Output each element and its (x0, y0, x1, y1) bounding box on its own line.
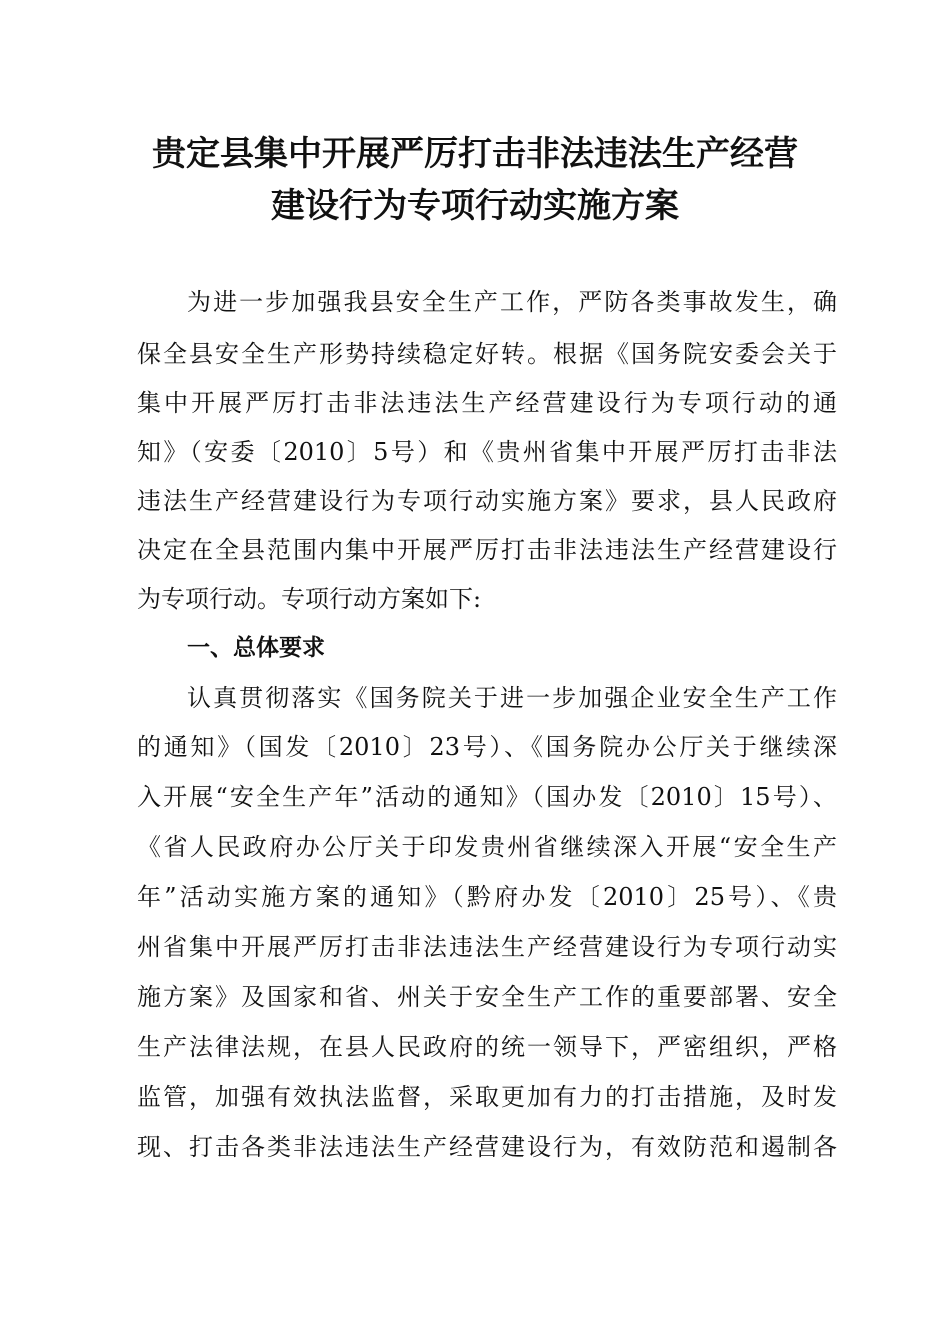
intro-paragraph-line-2: 保全县安全生产形势持续稳定好转。根据《国务院安委会关于 (137, 340, 837, 368)
section-1-paragraph-line-3: 入开展“安全生产年”活动的通知》（国办发〔2010〕15号）、 (137, 783, 837, 811)
intro-paragraph-line-1: 为进一步加强我县安全生产工作，严防各类事故发生，确 (187, 288, 837, 316)
document-title-line-1: 贵定县集中开展严厉打击非法违法生产经营 (152, 134, 798, 174)
intro-paragraph-line-5: 违法生产经营建设行为专项行动实施方案》要求，县人民政府 (137, 487, 837, 515)
intro-paragraph-line-6: 决定在全县范围内集中开展严厉打击非法违法生产经营建设行 (137, 536, 837, 564)
section-1-paragraph-line-5: 年”活动实施方案的通知》（黔府办发〔2010〕25号）、《贵 (137, 883, 837, 911)
section-1-paragraph-line-2: 的通知》（国发〔2010〕23号）、《国务院办公厅关于继续深 (137, 733, 837, 761)
intro-paragraph-line-3: 集中开展严厉打击非法违法生产经营建设行为专项行动的通 (137, 389, 837, 417)
intro-paragraph-line-4: 知》（安委〔2010〕5号）和《贵州省集中开展严厉打击非法 (137, 438, 837, 466)
section-1-paragraph-line-4: 《省人民政府办公厅关于印发贵州省继续深入开展“安全生产 (137, 833, 837, 861)
section-heading-overall-requirements: 一、总体要求 (187, 635, 325, 661)
section-1-paragraph-line-7: 施方案》及国家和省、州关于安全生产工作的重要部署、安全 (137, 983, 837, 1011)
intro-paragraph-line-7: 为专项行动。专项行动方案如下: (137, 585, 482, 613)
section-1-paragraph-line-9: 监管，加强有效执法监督，采取更加有力的打击措施，及时发 (137, 1083, 837, 1111)
section-1-paragraph-line-6: 州省集中开展严厉打击非法违法生产经营建设行为专项行动实 (137, 933, 837, 961)
section-1-paragraph-line-1: 认真贯彻落实《国务院关于进一步加强企业安全生产工作 (187, 684, 837, 712)
section-1-paragraph-line-8: 生产法律法规，在县人民政府的统一领导下，严密组织，严格 (137, 1033, 837, 1061)
document-title-line-2: 建设行为专项行动实施方案 (271, 186, 679, 226)
section-1-paragraph-line-10: 现、打击各类非法违法生产经营建设行为，有效防范和遏制各 (137, 1133, 837, 1161)
